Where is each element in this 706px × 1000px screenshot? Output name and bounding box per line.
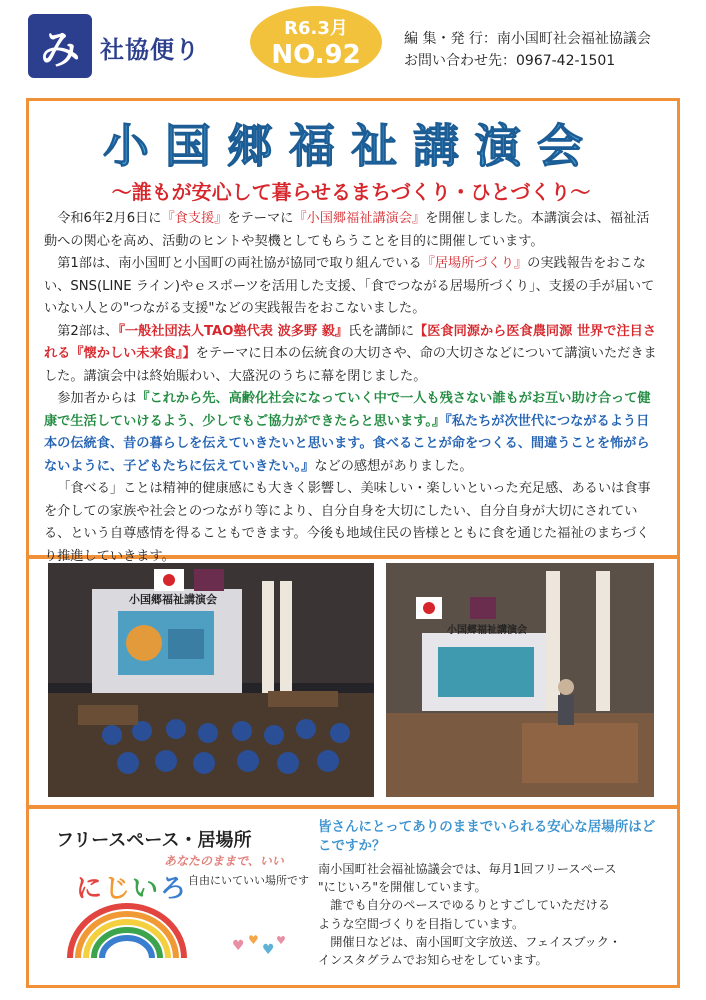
free-space-body [318, 860, 666, 969]
free-space-line: 誰でも自分のペースでゆるりとすごしていただける [330, 898, 610, 913]
article-subtitle: ～誰もが安心して暮らせるまちづくり・ひとづくり～ [111, 180, 591, 204]
ibasho-highlight: 『居場所づくり』 [421, 256, 528, 271]
free-space-line: "にじいろ"を開催しています。 [318, 880, 487, 895]
lecture-photo-left [48, 563, 374, 797]
contact-phone: 0967-42-1501 [516, 53, 616, 69]
svg-text:♥: ♥ [262, 942, 275, 958]
free-space-line: ような空間づくりを目指しています。 [318, 916, 525, 931]
photo-right-banner: 小国郷福祉講演会 [447, 625, 527, 636]
issue-date: R6.3月 [284, 18, 348, 39]
lecturer-highlight: 『一般社団法人TAO塾代表 波多野 毅』 [118, 323, 349, 339]
paragraph-3: 第2部は、『一般社団法人TAO塾代表 波多野 毅』氏を講師に【医食同源から医食農同源 世界で注目される『懐かしい未来食』】をテーマに日本の伝統食の大切さや、命の大切さなどについて講演いただきました。講演会中は終始賑わい、大盛況のうちに幕を閉じました。 [44, 323, 657, 384]
paragraph-1: 令和6年2月6日に『食支援』をテーマに『小国郷福祉講演会』を開催しました。本講演会は、福祉活動への関心を高め、活動のヒントや契機としてもらうことを目的に開催しています。 [44, 211, 650, 249]
editor-line [404, 28, 651, 48]
quote-blue: 『私たちが次世代につながるよう日本の伝統食、昔の暮らしを伝えていきたいと思います。食べることが命をつくる、間違うことを怖がらないように、子どもたちに伝えていきたい。』 [44, 413, 650, 474]
hearts-decoration [232, 930, 292, 964]
svg-text:♥: ♥ [276, 934, 286, 947]
theme-highlight: 『食支援』 [161, 211, 228, 226]
paragraph-5: 「食べる」ことは精神的健康感にも大きく影響し、美味しい・楽しいといった充足感、あるいは食事を介しての家族や社会とのつながり等により、自分自身を大切にしたい、自分自身が大切にされている、という自尊感情を得ることもできます。今後も地域住民の皆様とともに食を通じた福祉のまちづくり推進していきます。 [44, 481, 651, 564]
quote-green: 『これから先、高齢化社会になっていく中で一人も残さない誰もがお互い助け合って健康で生活していけるよう、少しでもご協力ができたらと思います。』 [44, 391, 651, 429]
event-highlight: 『小国郷福祉講演会』 [293, 211, 426, 226]
paragraph-2: 第1部は、南小国町と小国町の両社協が協同で取り組んでいる『居場所づくり』の実践報告をおこない、SNS(LINE ライン)やｅスポーツを活用した支援、「食でつながる居場所づくり」、支援の手が届いていない人との"つながる支援"などの実践報告をおこないました。 [44, 256, 655, 316]
editor-label: 編 集・発 行： [404, 31, 497, 47]
paragraph-4: 参加者からは『これから先、高齢化社会になっていく中で一人も残さない誰もがお互い助け合って健康で生活していけるよう、少しでもご協力ができたらと思います。』『私たちが次世代につながるよう日本の伝統食、昔の暮らしを伝えていきたいと思います。食べることが命をつくる、間違うことを怖がらないように、子どもたちに伝えていきたい。』などの感想がありました。 [44, 391, 651, 474]
lecture-photo-right [386, 563, 654, 797]
logo-glyph: み [40, 27, 80, 73]
free-space-tagline: あなたのままで、いい [164, 854, 284, 868]
logo [28, 14, 92, 78]
nijiiro-logo: にじいろ [76, 874, 189, 904]
contact-label: お問い合わせ先： [404, 53, 516, 69]
svg-text:♥: ♥ [232, 938, 245, 954]
contact-line [404, 50, 615, 70]
publication-name: 社協便り [100, 36, 200, 64]
free-space-title: フリースペース・居場所 [56, 830, 252, 851]
editor-name: 南小国町社会福祉協議会 [496, 31, 651, 47]
issue-badge [250, 6, 382, 78]
lecture-theme-highlight: 【医食同源から医食農同源 世界で注目される『懐かしい未来食』】 [44, 323, 657, 361]
free-space-line: インスタグラムでお知らせをしています。 [318, 953, 548, 968]
photo-left-banner: 小国郷福祉講演会 [129, 593, 217, 606]
free-space-subtag: 自由にいていい場所です [188, 874, 309, 887]
rainbow-illustration [62, 900, 192, 964]
issue-number: NO.92 [271, 40, 361, 70]
article-title: 小国郷福祉講演会 [103, 119, 599, 173]
free-space-line: 開催日などは、南小国町文字放送、フェイスブック・ [330, 934, 622, 949]
free-space-heading: 皆さんにとってありのままでいられる安心な居場所はどこですか？ [318, 819, 656, 854]
article-body [44, 208, 658, 568]
free-space-line: 南小国町社会福祉協議会では、毎月1回フリースペース [318, 862, 617, 876]
svg-text:♥: ♥ [248, 933, 259, 947]
